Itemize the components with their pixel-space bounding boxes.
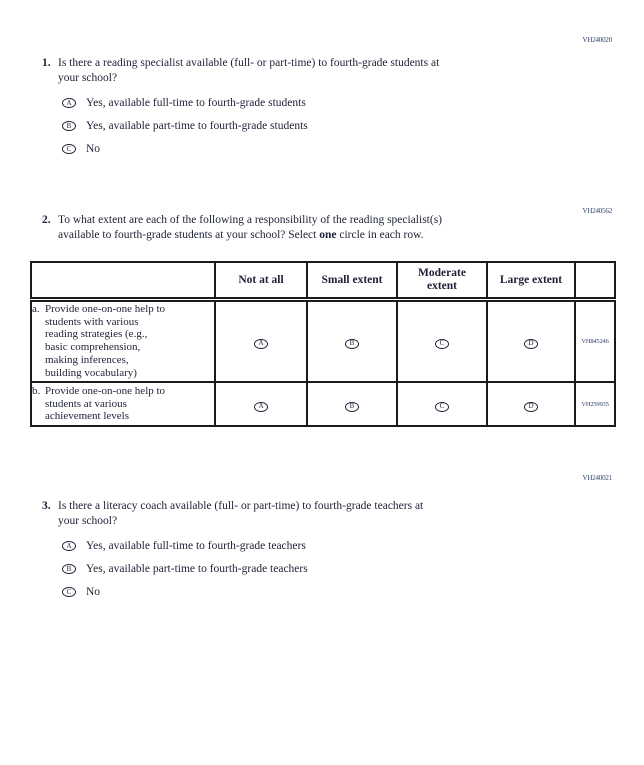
question-1-options <box>62 96 572 156</box>
answer-bubble-icon[interactable]: D <box>524 402 538 412</box>
answer-bubble-icon[interactable]: C <box>435 402 449 412</box>
question-1-number: 1. <box>42 57 51 69</box>
item-code-q1: VH240020 <box>582 36 612 44</box>
question-2-matrix-table <box>30 261 616 427</box>
answer-bubble-icon[interactable]: D <box>524 339 538 349</box>
matrix-header-code-column <box>575 262 615 299</box>
question-3-option-a <box>62 539 572 553</box>
answer-bubble-icon[interactable]: A <box>62 98 76 108</box>
option-label: Yes, available full-time to fourth-grade students <box>86 97 306 109</box>
item-code-q2: VH240562 <box>582 207 612 215</box>
matrix-row-a-stem: a. Provide one-on-one help to students with various reading strategies (e.g., basic comprehension, making inferences, building vocabulary) <box>31 299 215 382</box>
question-3-options <box>62 539 572 599</box>
question-3-option-b <box>62 562 572 576</box>
answer-bubble-icon[interactable]: A <box>62 541 76 551</box>
answer-bubble-icon[interactable]: B <box>62 121 76 131</box>
answer-bubble-icon[interactable]: C <box>62 144 76 154</box>
matrix-row-b <box>31 382 615 426</box>
matrix-header-large-extent: Large extent <box>487 262 575 299</box>
question-1-option-c <box>62 142 572 156</box>
question-2-text: To what extent are each of the following a responsibility of the reading specialist(s) available to fourth-grade students at your school? Select one circle in each row. <box>58 214 443 241</box>
question-2-number: 2. <box>42 214 51 226</box>
answer-bubble-icon[interactable]: B <box>345 402 359 412</box>
item-code-q3: VH240021 <box>582 474 612 482</box>
option-label: No <box>86 143 101 155</box>
question-3-text: Is there a literacy coach available (full- or part-time) to fourth-grade teachers at your school? <box>58 500 424 527</box>
matrix-header-row <box>31 262 615 299</box>
answer-bubble-icon[interactable]: B <box>345 339 359 349</box>
question-1-option-a <box>62 96 572 110</box>
matrix-header-moderate-extent: Moderate extent <box>397 262 487 299</box>
question-3 <box>42 499 572 608</box>
option-label: Yes, available part-time to fourth-grade students <box>86 120 308 132</box>
answer-bubble-icon[interactable]: C <box>62 587 76 597</box>
matrix-row-a <box>31 299 615 382</box>
answer-bubble-icon[interactable]: B <box>62 564 76 574</box>
question-3-number: 3. <box>42 500 51 512</box>
item-code-row-a: VH845246 <box>575 299 615 382</box>
question-2 <box>42 213 572 242</box>
answer-bubble-icon[interactable]: A <box>254 339 268 349</box>
option-label: No <box>86 586 101 598</box>
item-code-row-b: VH259935 <box>575 382 615 426</box>
bold-word: one <box>319 228 337 241</box>
option-label: Yes, available part-time to fourth-grade teachers <box>86 563 308 575</box>
matrix-header-empty <box>31 262 215 299</box>
answer-bubble-icon[interactable]: C <box>435 339 449 349</box>
matrix-row-b-stem: b. Provide one-on-one help to students at various achievement levels <box>31 382 215 426</box>
question-1 <box>42 56 572 165</box>
answer-bubble-icon[interactable]: A <box>254 402 268 412</box>
question-3-option-c <box>62 585 572 599</box>
question-1-option-b <box>62 119 572 133</box>
question-1-text: Is there a reading specialist available (full- or part-time) to fourth-grade students at your school? <box>58 57 440 84</box>
matrix-header-not-at-all: Not at all <box>215 262 307 299</box>
matrix-header-small-extent: Small extent <box>307 262 397 299</box>
option-label: Yes, available full-time to fourth-grade teachers <box>86 540 306 552</box>
